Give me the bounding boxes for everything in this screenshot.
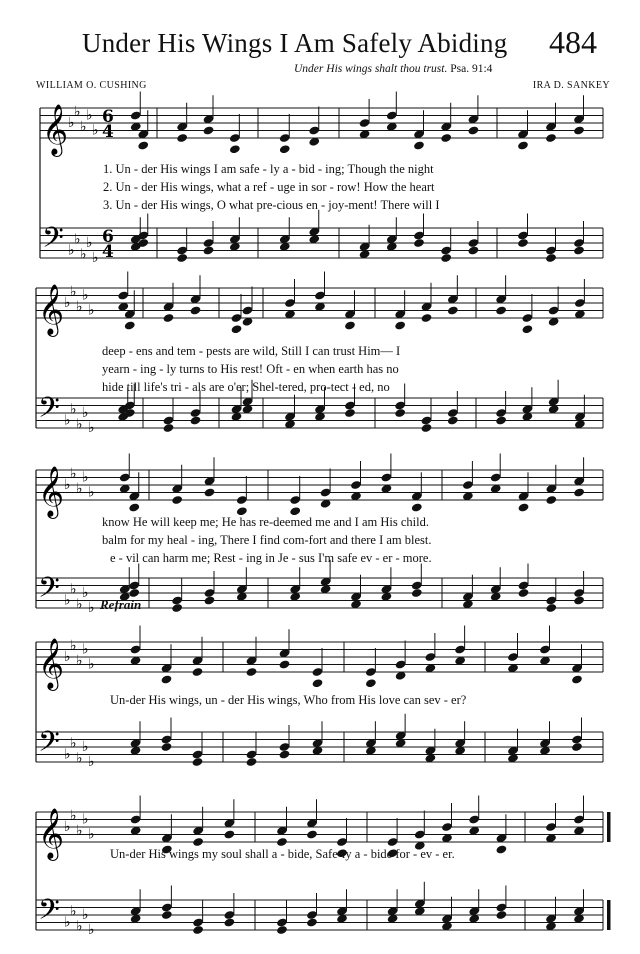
flat-sign: ♭ [64, 819, 71, 835]
flat-sign: ♭ [76, 298, 83, 315]
time-signature: 6 [102, 107, 114, 127]
flat-sign: ♭ [88, 922, 95, 938]
notehead [192, 925, 204, 935]
notehead [161, 910, 173, 920]
bass-clef: 𝄢 [38, 725, 60, 766]
notehead [223, 829, 235, 839]
treble-clef: 𝄞 [42, 104, 69, 155]
notehead [192, 837, 204, 847]
flat-sign: ♭ [68, 242, 75, 259]
time-signature: 4 [102, 122, 114, 142]
flat-sign: ♭ [70, 401, 77, 418]
author-credit: WILLIAM O. CUSHING [36, 80, 147, 91]
bass-clef: 𝄢 [38, 391, 60, 432]
flat-sign: ♭ [76, 596, 83, 613]
flat-sign: ♭ [82, 287, 89, 304]
flat-sign: ♭ [64, 477, 71, 493]
flat-sign: ♭ [82, 641, 89, 658]
notehead [495, 844, 507, 854]
flat-sign: ♭ [92, 122, 99, 139]
lyric-line: 3. Un - der His wings, O what pre-cious en - joy-ment! There will I [103, 198, 440, 212]
flat-sign: ♭ [88, 484, 95, 501]
flat-sign: ♭ [82, 811, 89, 828]
flat-sign: ♭ [86, 107, 93, 124]
flat-sign: ♭ [92, 250, 99, 266]
flat-sign: ♭ [70, 581, 77, 598]
flat-sign: ♭ [64, 295, 71, 311]
refrain-label: Refrain [100, 597, 142, 612]
flat-sign: ♭ [86, 235, 93, 251]
notehead [306, 829, 318, 839]
notehead [495, 910, 507, 920]
bass-clef: 𝄢 [38, 571, 60, 612]
flat-sign: ♭ [82, 739, 89, 755]
treble-clef: 𝄞 [38, 808, 65, 859]
bass-clef: 𝄢 [42, 221, 64, 262]
time-signature: 6 [102, 227, 114, 247]
lyric-line: 1. Un - der His wings I am safe - ly a - bid - ing; Though the night [103, 162, 434, 176]
notehead [306, 917, 318, 927]
flat-sign: ♭ [64, 412, 71, 429]
lyric-line: deep - ens and tem - pests are wild, Still I can trust Him— I [102, 344, 401, 358]
flat-sign: ♭ [70, 735, 77, 752]
flat-sign: ♭ [88, 302, 95, 319]
flat-sign: ♭ [64, 649, 71, 665]
treble-clef: 𝄞 [38, 284, 65, 335]
composer-credit: IRA D. SANKEY [532, 80, 610, 91]
flat-sign: ♭ [82, 469, 89, 486]
hymn-number: 484 [549, 24, 597, 60]
notehead [223, 917, 235, 927]
flat-sign: ♭ [80, 118, 87, 135]
flat-sign: ♭ [76, 652, 83, 669]
flat-sign: ♭ [74, 231, 81, 248]
flat-sign: ♭ [76, 480, 83, 497]
flat-sign: ♭ [64, 746, 71, 763]
flat-sign: ♭ [64, 914, 71, 931]
flat-sign: ♭ [68, 115, 75, 131]
hymn-title: Under His Wings I Am Safely Abiding [82, 28, 508, 58]
flat-sign: ♭ [88, 826, 95, 843]
lyric-line: yearn - ing - ly turns to His rest! Oft - en when earth has no [102, 362, 399, 376]
flat-sign: ♭ [82, 405, 89, 421]
flat-sign: ♭ [70, 283, 77, 300]
flat-sign: ♭ [70, 637, 77, 654]
scripture-reference: Psa. 91:4 [450, 63, 493, 75]
notehead [276, 837, 288, 847]
flat-sign: ♭ [76, 822, 83, 839]
flat-sign: ♭ [74, 103, 81, 120]
flat-sign: ♭ [76, 918, 83, 935]
flat-sign: ♭ [88, 420, 95, 436]
flat-sign: ♭ [88, 600, 95, 616]
flat-sign: ♭ [64, 592, 71, 609]
lyric-line: e - vil can harm me; Rest - ing in Je - sus I'm safe ev - er - more. [110, 551, 432, 565]
lyric-line: know He will keep me; He has re-deemed me and I am His child. [102, 515, 429, 529]
treble-clef: 𝄞 [38, 466, 65, 517]
flat-sign: ♭ [88, 656, 95, 673]
final-barline [607, 900, 611, 930]
flat-sign: ♭ [88, 754, 95, 770]
treble-clef: 𝄞 [38, 638, 65, 689]
flat-sign: ♭ [76, 416, 83, 433]
bass-clef: 𝄢 [38, 893, 60, 934]
flat-sign: ♭ [70, 807, 77, 824]
flat-sign: ♭ [80, 246, 87, 263]
lyric-line: 2. Un - der His wings, what a ref - uge in sor - row! How the heart [103, 180, 435, 194]
flat-sign: ♭ [82, 907, 89, 923]
flat-sign: ♭ [82, 585, 89, 601]
lyric-line: balm for my heal - ing, There I find com-fort and there I am blest. [102, 533, 432, 547]
lyric-line: hide till life's tri - als are o'er; Shel-tered, pro-tect - ed, no [102, 380, 390, 394]
time-signature: 4 [102, 242, 114, 262]
lyric-line: Un-der His wings my soul shall a - bide, Safe-ly a - bide for - ev - er. [110, 847, 455, 861]
final-barline [607, 812, 611, 842]
notehead [276, 925, 288, 935]
scripture-text: Under His wings shalt thou trust. [294, 63, 448, 75]
flat-sign: ♭ [76, 750, 83, 767]
lyric-line: Un-der His wings, un - der His wings, Who from His love can sev - er? [110, 693, 467, 707]
flat-sign: ♭ [70, 903, 77, 920]
flat-sign: ♭ [70, 465, 77, 482]
